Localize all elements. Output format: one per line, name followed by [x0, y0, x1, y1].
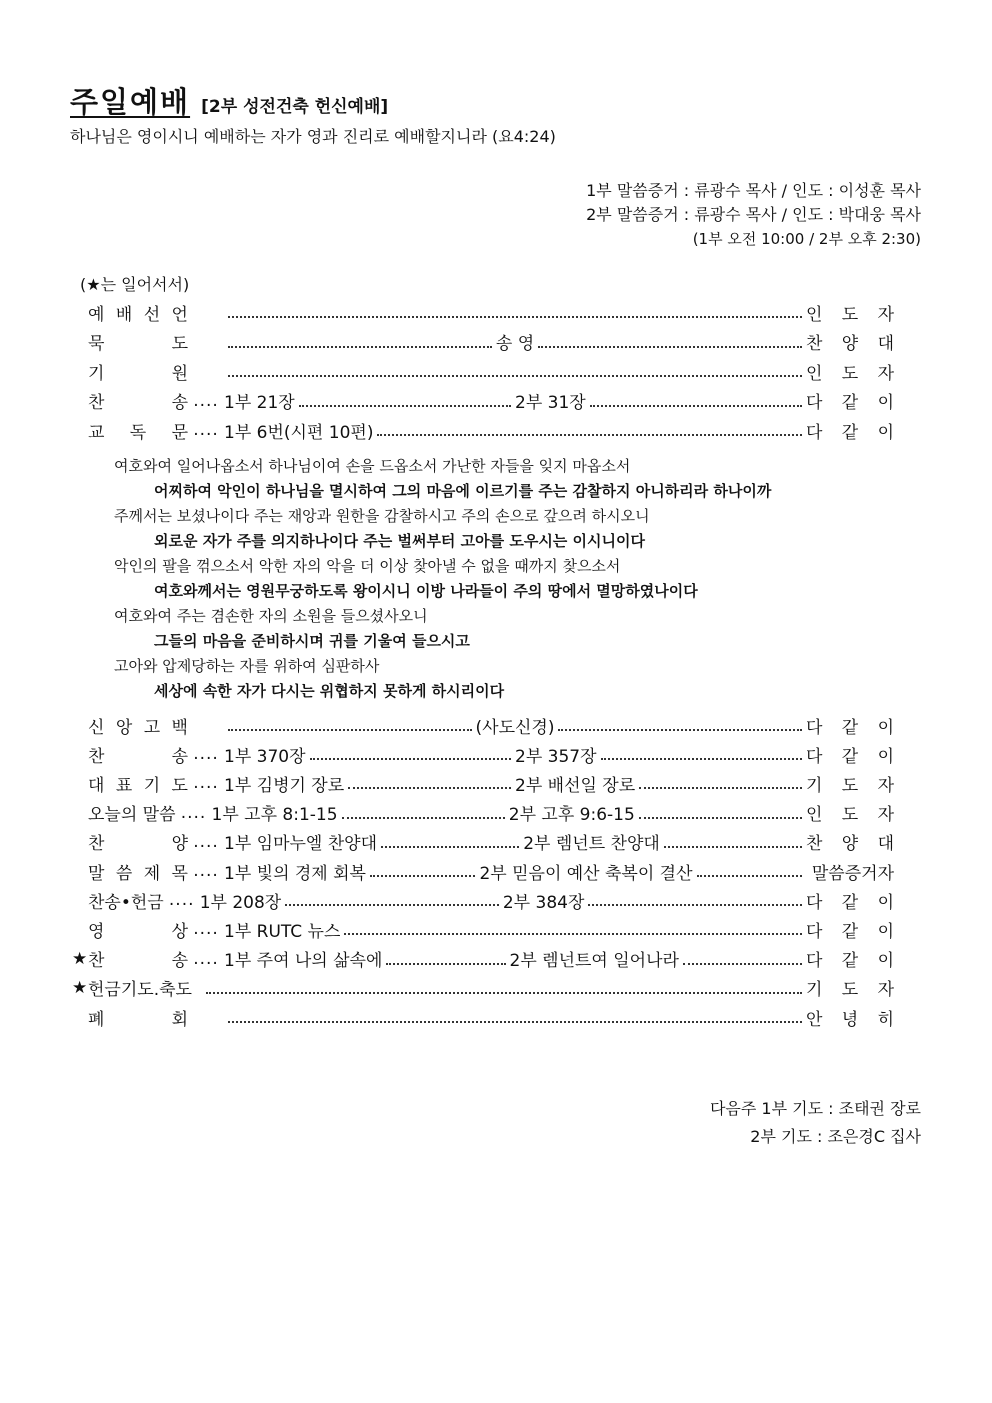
order-detail: (사도신경) — [475, 717, 555, 738]
order-responsible: 다 같 이 — [806, 746, 894, 767]
order-label: 찬 송 — [88, 746, 188, 767]
order-responsible: 다 같 이 — [806, 393, 894, 413]
order-label: 교 독 문 — [88, 422, 188, 443]
leader-dots — [664, 846, 802, 848]
order-responsible: 안 녕 히 — [806, 1009, 894, 1030]
order-detail: 1부 고후 8:1-15 — [211, 805, 338, 826]
order-responsible: 인 도 자 — [806, 363, 894, 384]
order-row — [72, 713, 894, 737]
leader-dots — [538, 346, 802, 348]
leader-dots — [697, 875, 802, 877]
order-row — [72, 859, 894, 883]
leader-dots — [344, 933, 802, 935]
title-block — [70, 80, 388, 121]
leader-dots — [601, 758, 802, 760]
header-verse: 하나님은 영이시니 예배하는 자가 영과 진리로 예배할지니라 (요4:24) — [70, 127, 556, 146]
order-label: 찬 송 — [88, 393, 188, 413]
order-responsible: 다 같 이 — [806, 921, 894, 942]
leader-dots: .... — [168, 890, 195, 911]
order-detail: 1부 임마누엘 찬양대 — [224, 834, 377, 855]
order-detail: 2부 고후 9:6-15 — [508, 805, 635, 826]
order-label: 폐 회 — [88, 1009, 188, 1030]
reading-response-line: 외로운 자가 주를 의지하나이다 주는 벌써부터 고아를 도우시는 이시니이다 — [154, 532, 645, 550]
order-label: 대 표 기 도 — [88, 775, 188, 796]
leader-dots: .... — [193, 831, 219, 852]
leader-dots: .... — [193, 420, 219, 440]
reading-leader-line: 고아와 압제당하는 자를 위하여 심판하사 — [114, 657, 380, 675]
leader-dots — [370, 875, 475, 877]
reading-leader-line: 주께서는 보셨나이다 주는 재앙과 원한을 감찰하시고 주의 손으로 갚으려 하시오니 — [114, 507, 650, 525]
leader-dots: .... — [193, 390, 219, 411]
order-responsible: 인 도 자 — [806, 304, 894, 325]
order-detail: 2부 357장 — [515, 746, 597, 767]
order-responsible: 찬 양 대 — [806, 334, 894, 354]
order-row — [72, 917, 894, 941]
order-responsible: 다 같 이 — [806, 951, 895, 972]
order-detail: 1부 21장 — [224, 393, 295, 413]
order-label: 영 상 — [88, 921, 188, 942]
leader-dots: .... — [193, 948, 219, 969]
leader-dots — [228, 1021, 802, 1023]
leader-dots: .... — [193, 861, 219, 881]
order-label: 기 원 — [88, 363, 188, 384]
leader-dots — [639, 817, 802, 819]
order-row — [72, 947, 894, 971]
order-responsible: 다 같 이 — [806, 422, 894, 443]
order-label: 찬 양 — [88, 834, 188, 855]
standing-star: ★ — [72, 977, 88, 998]
order-responsible: 찬 양 대 — [806, 834, 895, 855]
reading-response-line: 세상에 속한 자가 다시는 위협하지 못하게 하시리이다 — [154, 682, 505, 700]
order-label: 찬송•헌금 — [88, 892, 164, 913]
order-row — [72, 300, 894, 324]
page-title: 주일예배 — [70, 85, 191, 119]
order-row — [72, 359, 894, 383]
leader-dots — [348, 787, 511, 789]
leader-dots: .... — [193, 773, 219, 794]
leader-dots — [228, 316, 802, 318]
order-row — [72, 1005, 894, 1029]
order-detail: 1부 208장 — [199, 892, 282, 913]
order-row — [72, 742, 894, 766]
leader-dots — [558, 729, 802, 731]
order-responsible: 인 도 자 — [806, 805, 895, 826]
reading-leader-line: 여호와여 일어나옵소서 하나님이여 손을 드옵소서 가난한 자들을 잊지 마옵소서 — [114, 457, 631, 475]
reading-leader-line: 악인의 팔을 꺾으소서 악한 자의 악을 더 이상 찾아낼 수 없을 때까지 찾으소서 — [114, 557, 621, 575]
order-label: 찬 송 — [88, 951, 188, 972]
order-detail: 2부 384장 — [502, 892, 585, 913]
leader-dots — [228, 375, 802, 377]
order-detail: 1부 주여 나의 삶속에 — [224, 951, 383, 972]
order-detail: 2부 31장 — [515, 393, 586, 413]
order-row — [72, 330, 894, 354]
order-detail: 1부 6번(시편 10편) — [224, 422, 374, 443]
order-label: 오늘의 말씀 — [88, 805, 176, 826]
leader-dots: .... — [180, 802, 207, 823]
order-row — [72, 771, 894, 795]
order-detail: 1부 김병기 장로 — [224, 775, 345, 796]
order-detail: 2부 렘넌트여 일어나라 — [509, 951, 679, 972]
leader-dots — [310, 758, 511, 760]
order-row — [72, 801, 894, 825]
order-label: 신 앙 고 백 — [88, 717, 188, 738]
leader-line-1: 1부 말씀증거 : 류광수 목사 / 인도 : 이성훈 목사 — [586, 181, 921, 200]
order-responsible: 다 같 이 — [806, 717, 895, 738]
leader-dots — [381, 846, 519, 848]
order-row — [72, 976, 894, 1000]
order-detail: 1부 빛의 경제 회복 — [224, 863, 366, 884]
leader-dots — [342, 817, 505, 819]
leader-dots — [228, 346, 492, 348]
order-detail: 2부 렘넌트 찬양대 — [523, 834, 660, 855]
order-row — [72, 389, 894, 413]
order-detail: 2부 배선일 장로 — [515, 775, 636, 796]
leader-dots — [299, 405, 511, 407]
order-label: 예 배 선 언 — [88, 304, 188, 325]
order-detail: 1부 RUTC 뉴스 — [224, 921, 341, 942]
order-responsible: 말씀증거자 — [811, 863, 894, 884]
order-responsible: 기 도 자 — [806, 980, 894, 1001]
service-times: (1부 오전 10:00 / 2부 오후 2:30) — [692, 230, 921, 248]
leader-dots — [683, 963, 802, 965]
order-row — [72, 418, 894, 442]
order-label: 헌금기도.축도 — [88, 980, 192, 1001]
reading-response-line: 여호와께서는 영원무궁하도록 왕이시니 이방 나라들이 주의 땅에서 멸망하였나이다 — [154, 582, 698, 600]
next-week-line-2: 2부 기도 : 조은경C 집사 — [750, 1127, 921, 1146]
order-row — [72, 888, 894, 912]
reading-response-line: 그들의 마음을 준비하시며 귀를 기울여 들으시고 — [154, 632, 470, 650]
leader-dots: .... — [193, 744, 219, 765]
order-detail: 송 영 — [495, 334, 535, 354]
reading-leader-line: 여호와여 주는 겸손한 자의 소원을 들으셨사오니 — [114, 607, 428, 625]
order-responsible: 기 도 자 — [806, 775, 894, 796]
reading-response-line: 어찌하여 악인이 하나님을 멸시하여 그의 마음에 이르기를 주는 감찰하지 아니하리라 하나이까 — [154, 482, 772, 500]
order-detail: 2부 믿음이 예산 축복이 결산 — [479, 863, 693, 884]
leader-dots — [386, 963, 505, 965]
leader-dots — [285, 904, 499, 906]
standing-star: ★ — [72, 948, 88, 969]
leader-dots — [590, 405, 802, 407]
leader-line-2: 2부 말씀증거 : 류광수 목사 / 인도 : 박대웅 목사 — [586, 205, 921, 224]
leader-dots — [377, 434, 802, 436]
order-label: 말 씀 제 목 — [88, 863, 188, 884]
leader-dots — [228, 729, 472, 731]
order-detail: 1부 370장 — [224, 746, 306, 767]
order-label: 묵 도 — [88, 334, 188, 354]
order-responsible: 다 같 이 — [806, 892, 894, 913]
standing-note: (★는 일어서서) — [80, 275, 190, 294]
leader-dots — [639, 787, 802, 789]
next-week-line-1: 다음주 1부 기도 : 조태권 장로 — [709, 1099, 921, 1118]
leader-dots — [588, 904, 802, 906]
leader-dots — [206, 992, 802, 994]
page-subtitle: [2부 성전건축 헌신예배] — [201, 97, 389, 117]
leader-dots: .... — [193, 919, 219, 940]
order-row — [72, 830, 894, 854]
